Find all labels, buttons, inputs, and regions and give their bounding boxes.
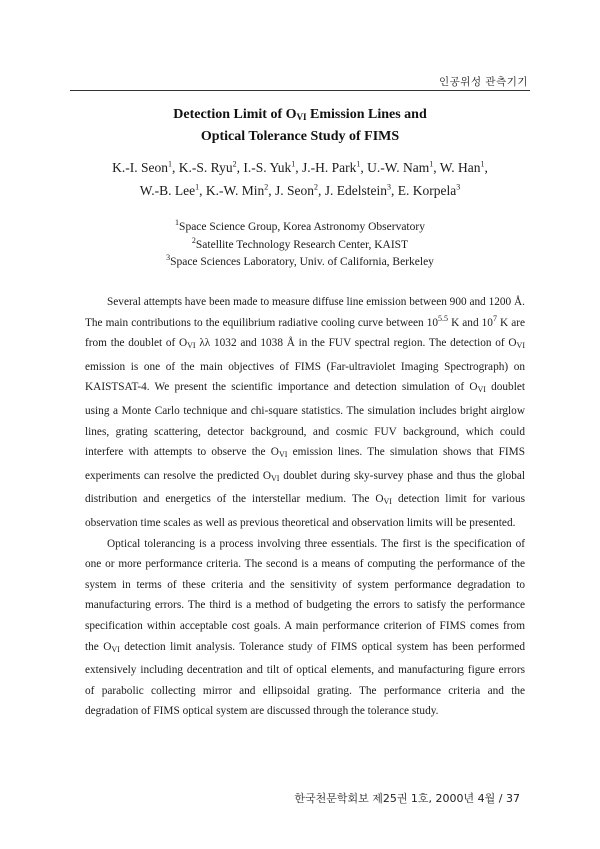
abstract-body (85, 292, 525, 722)
affiliation-list (0, 219, 600, 272)
author-line-2: W.-B. Lee$^1$, K.-W. Min$^2$, J. Seon$^2$, J. Edelstein$^3$, E. Korpela$^3$ (139, 182, 461, 198)
title-line-1: Detection Limit of $O_{VI}$ Emission Lines and (173, 107, 427, 122)
affiliation-2: $^2$Satellite Technology Research Center, KAIST (191, 235, 409, 251)
affiliation-1: $^1$Space Science Group, Korea Astronomy Observatory (175, 218, 425, 233)
abstract-paragraph-2: Optical tolerancing is a process involving three essentials. The first is the specification of one or more performance criteria. The second is a means of computing the performance of the system in terms of these criteria and the sensitivity of system performance degradation to manufacturing errors. The third is a method of budgeting the errors to satisfy the performance specification within acceptable cost goals. A main performance criterion of FIMS comes from the $O_{VI}$ detection limit analysis. Tolerance study of FIMS optical system has been performed extensively including decentration and tilt of optical elements, and manufacturing figure errors of parabolic collecting mirror and ellipsoidal grating. The performance criteria and the degradation of FIMS optical system are discussed through the tolerance study. (85, 537, 525, 718)
page-footer-citation: 한국천문학회보 제25권 1호, 2000년 4월 / 37 (294, 792, 520, 805)
author-line-1: K.-I. Seon$^1$, K.-S. Ryu$^2$, I.-S. Yuk$^1$, J.-H. Park$^1$, U.-W. Nam$^1$, W. Han$^1$, (112, 159, 488, 175)
author-list (0, 156, 600, 202)
journal-section-label: 인공위성 관측기기 (439, 76, 528, 88)
abstract-paragraph-1: Several attempts have been made to measure diffuse line emission between 900 and 1200 Å. The main contributions to the equilibrium radiative cooling curve between $10^{5.5}$ K and $10^7$ K are from the doublet of $O_{VI}$ λλ 1032 and 1038 Å in the FUV spectral region. The detection of $O_{VI}$ emission is one of the main objectives of FIMS (Far-ultraviolet Imaging Spectrograph) on KAISTSAT-4. We present the scientific importance and detection simulation of $O_{VI}$ doublet using a Monte Carlo technique and chi-square statistics. The simulation includes bright airglow lines, grating scattering, detector background, and cosmic FUV background, which could interfere with attempts to observe the $O_{VI}$ emission lines. The simulation shows that FIMS experiments can resolve the predicted $O_{VI}$ doublet during sky-survey phase and thus the global distribution and energetics of the interstellar medium. The $O_{VI}$ detection limit for various observation time scales as well as previous theoretical and observation limits will be presented. (85, 296, 526, 529)
header-divider (70, 90, 530, 91)
affiliation-3: $^3$Space Sciences Laboratory, Univ. of California, Berkeley (166, 253, 434, 268)
title-line-2: Optical Tolerance Study of FIMS (200, 129, 400, 144)
paper-title (0, 105, 600, 146)
